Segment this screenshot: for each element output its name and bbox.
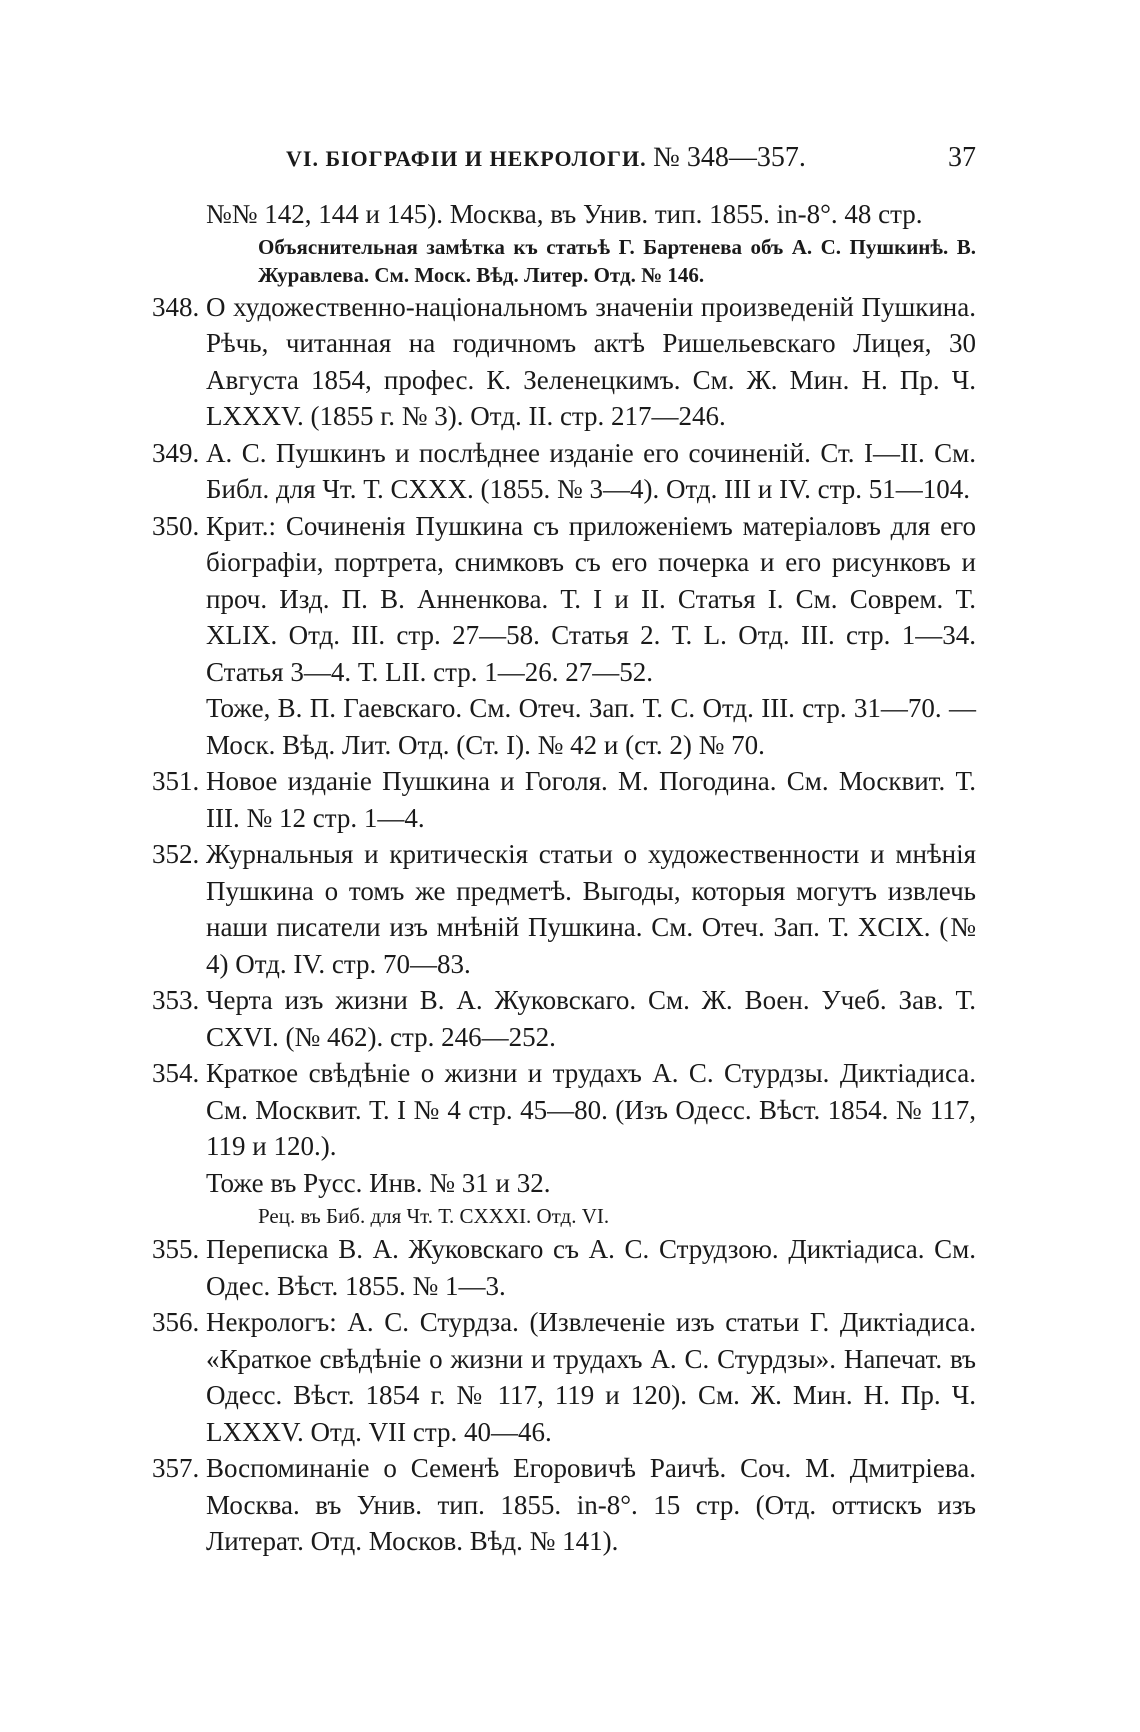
entry-text: Новое изданіе Пушкина и Гоголя. М. Погодина. См. Москвит. Т. III. № 12 стр. 1—4. [206,766,976,833]
entry-extra: Тоже въ Русс. Инв. № 31 и 32. [206,1167,551,1198]
entry-text: Крит.: Сочиненія Пушкина съ приложеніемъ матеріаловъ для его біографіи, портрета, снимковъ съ его почерка и его рисунковъ и проч. Изд. П. В. Анненкова. Т. I и II. Статья I. См. Соврем. Т. XLIX. Отд. III. стр. 27—58. Статья 2. Т. L. Отд. III. стр. 1—34. Статья 3—4. Т. LII. стр. 1—26. 27—52. [206,510,976,687]
entry-number: 354. [152,1058,200,1088]
entry-350 [152,508,976,764]
entry-349 [152,435,976,508]
entry-text: А. С. Пушкинъ и послѣднее изданіе его сочиненій. Ст. I—II. См. Библ. для Чт. Т. CXXX. (1855. № 3—4). Отд. III и IV. стр. 51—104. [206,437,976,504]
entry-text: Некрологъ: А. С. Стурдза. (Извлеченіе изъ статьи Г. Диктіадиса. «Краткое свѣдѣніе о жизни и трудахъ А. С. Стурдзы». Напечат. въ Одесс. Вѣст. 1854 г. № 117, 119 и 120). См. Ж. Мин. Н. Пр. Ч. LXXXV. Отд. VII стр. 40—46. [206,1307,976,1447]
entry-number: 355. [152,1234,200,1264]
entry-text: Черта изъ жизни В. А. Жуковскаго. См. Ж. Воен. Учеб. Зав. Т. CXVI. (№ 462). стр. 246—252. [206,985,976,1052]
entry-number: 351. [152,766,200,796]
entry-text: Воспоминаніе о Семенѣ Егоровичѣ Раичѣ. Соч. М. Дмитріева. Москва. въ Унив. тип. 1855. in-8°. 15 стр. (Отд. оттискъ изъ Литерат. Отд. Москов. Вѣд. № 141). [206,1453,976,1556]
entry-348 [152,289,976,435]
running-header [206,142,976,182]
section-title [286,142,806,174]
entry-355 [152,1231,976,1304]
entry-number: 357. [152,1453,200,1483]
continued-entry [206,196,976,289]
entry-text: Переписка В. А. Жуковскаго съ А. С. Струдзою. Диктіадиса. См. Одес. Вѣст. 1855. № 1—3. [206,1234,976,1301]
entry-range: № 348—357. [653,142,806,173]
entry-353 [152,982,976,1055]
page-body [152,196,976,1560]
section-title-text: VI. БІОГРАФІИ И НЕКРОЛОГИ. [286,146,647,171]
entry-356 [152,1304,976,1450]
entry-number: 350. [152,510,200,541]
entry-text: О художественно-національномъ значеніи произведеній Пушкина. Рѣчь, читанная на годичномъ актѣ Ришельевскаго Лицея, 30 Августа 1854, профес. К. Зеленецкимъ. См. Ж. Мин. Н. Пр. Ч. LXXXV. (1855 г. № 3). Отд. II. стр. 217—246. [206,291,976,431]
entry-number: 349. [152,437,200,468]
entry-number: 348. [152,291,200,322]
page-number: 37 [948,142,976,173]
entry-352 [152,836,976,982]
entry-351 [152,763,976,836]
continued-entry-text: №№ 142, 144 и 145). Москва, въ Унив. тип. 1855. in-8°. 48 стр. [206,199,923,229]
entry-357 [152,1450,976,1560]
entry-number: 352. [152,839,200,869]
entry-number: 353. [152,985,200,1015]
entry-extra: Тоже, В. П. Гаевскаго. См. Отеч. Зап. Т. С. Отд. III. стр. 31—70. — Моск. Вѣд. Лит. Отд. (Ст. I). № 42 и (ст. 2) № 70. [206,693,976,760]
entry-text: Краткое свѣдѣніе о жизни и трудахъ А. С. Стурдзы. Диктіадиса. См. Москвит. Т. I № 4 стр. 45—80. (Изъ Одесс. Вѣст. 1854. № 117, 119 и 120.). [206,1058,976,1161]
entry-text: Журнальныя и критическія статьи о художественности и мнѣнія Пушкина о томъ же предметѣ. Выгоды, которыя могутъ извлечь наши писатели изъ мнѣній Пушкина. См. Отеч. Зап. Т. XCIX. (№ 4) Отд. IV. стр. 70—83. [206,839,976,979]
continued-entry-note: Объяснительная замѣтка къ статьѣ Г. Бартенева объ А. С. Пушкинѣ. В. Журавлева. См. Моск. Вѣд. Литер. Отд. № 146. [258,234,976,287]
entry-note: Рец. въ Биб. для Чт. Т. CXXXI. Отд. VI. [258,1204,610,1228]
entry-number: 356. [152,1307,200,1337]
entry-354 [152,1055,976,1231]
